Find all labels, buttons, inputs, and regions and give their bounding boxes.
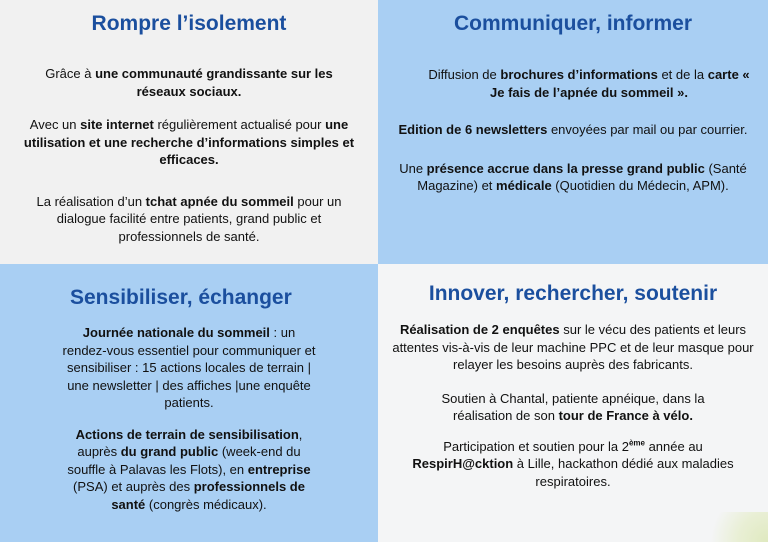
paragraph [19,193,359,246]
paragraph [59,426,319,514]
text: Une [399,160,427,176]
text: (Santé Magazine) et [417,160,747,193]
text: et de la [657,67,708,82]
bold-text: présence accrue dans la presse grand public [426,160,705,176]
bold-text: tchat apnée du sommeil [145,193,294,209]
bold-text: brochures d’informations [500,67,658,82]
bold-text: carte « Je fais de l’apnée du sommeil ». [490,67,750,100]
text: à Lille, hackathon dédié aux maladies respiratoires. [513,456,734,489]
panel-rompre-isolement [0,0,378,264]
text: sur le vécu des patients et leurs attentes vis-à-vis de leur machine PPC et de leur masque pour relayer les besoins auprès des fabricants. [392,322,754,372]
paragraph [423,390,723,425]
text: , auprès [77,426,303,459]
paragraph [387,321,759,374]
text: régulièrement actualisé pour [153,117,326,132]
text: (PSA) et auprès des [73,479,194,494]
superscript: ème [628,438,645,448]
text: Soutien à Chantal, patiente apnéique, dans la réalisation de son [441,390,705,423]
text: Diffusion de [428,67,501,82]
paragraph [398,121,748,139]
text: Avec un [29,117,81,132]
panel-sensibiliser-echanger [0,264,378,542]
text: année au [644,438,703,454]
panel-innover-rechercher-soutenir [378,264,768,542]
paragraph [59,324,319,412]
bold-text: médicale [496,178,552,193]
bold-text: une communauté grandissante sur les réseaux sociaux. [95,66,333,99]
panel-title: Sensibiliser, échanger [70,286,292,309]
paragraph [398,438,748,491]
paragraph [19,116,359,169]
bold-text: tour de France à vélo. [558,408,693,423]
bold-text: Réalisation de 2 enquêtes [399,322,560,337]
panel-title: Innover, rechercher, soutenir [428,282,718,305]
text: (week-end du souffle à Palavas les Flots), en [67,444,301,477]
bold-text: professionnels de santé [111,479,305,512]
text: pour un dialogue facilité entre patients, grand public et professionnels de santé. [56,193,342,244]
bold-text: RespirH@cktion [412,456,514,471]
text: : un rendez-vous essentiel pour communiquer et sensibiliser : 15 actions locales de terrain | une newsletter | des affiches |une enquête patients. [62,325,316,410]
paragraph [398,160,748,195]
text: envoyées par mail ou par courrier. [547,122,748,137]
paragraph [39,65,339,100]
text: La réalisation d’un [36,193,146,209]
bold-text: entreprise [247,461,311,477]
panel-title: Rompre l’isolement [91,12,287,35]
bold-text: site internet [80,117,154,132]
bold-text: Journée nationale du sommeil [82,325,270,340]
bold-text: Actions de terrain de sensibilisation [75,426,299,442]
panel-title: Communiquer, informer [453,12,693,35]
text: (congrès médicaux). [145,496,267,512]
panel-communiquer-informer [378,0,768,264]
bold-text: du grand public [120,444,219,459]
text: Participation et soutien pour la 2 [443,438,629,454]
bold-text: Edition de 6 newsletters [398,122,548,137]
bold-text: une utilisation et une recherche d’informations simples et efficaces. [23,117,355,167]
text: Grâce à [45,66,96,81]
text: (Quotidien du Médecin, APM). [551,178,729,193]
decorative-corner-shape [698,512,768,542]
paragraph [393,66,753,101]
